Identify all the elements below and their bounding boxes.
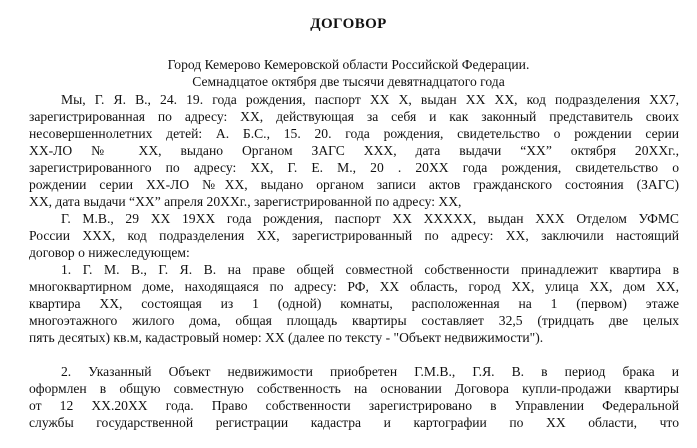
para1-line-3: несовершеннолетних детей: А. Б.С., 15. 20. года рождения, свидетельство о рождении серии: [29, 126, 679, 141]
date-line: Семнадцатое октября две тысячи девятнадцатого года: [192, 74, 505, 89]
para4-line-4: службы государственной регистрации кадастра и картографии по ХХ области, что: [29, 415, 679, 430]
para3-line-5: пять десятых) кв.м, кадастровый номер: ХХ (далее по тексту - "Объект недвижимости").: [29, 330, 544, 345]
para4-line-1: 2. Указанный Объект недвижимости приобретен Г.М.В., Г.Я. В. в период брака и: [61, 364, 679, 379]
para2-line-1: Г. М.В., 29 ХХ 19ХХ года рождения, паспорт ХХ ХХХХХ, выдан ХХХ Отделом УФМС: [61, 211, 679, 226]
para1-line-1: Мы, Г. Я. В., 24. 19. года рождения, паспорт ХХ Х, выдан ХХ ХХ, код подразделения ХХ7,: [61, 92, 679, 107]
para1-line-4: ХХ-ЛО № ХХ, выдано Органом ЗАГС ХХХ, дата выдачи “ХХ” октября 20ХХг.,: [29, 143, 679, 158]
para1-line-7: ХХ, дата выдачи “ХХ” апреля 20ХХг., зарегистрированной по адресу: ХХ,: [29, 194, 462, 209]
para4-line-2: оформлен в общую совместную собственность на основании Договора купли-продажи квартиры: [29, 381, 679, 396]
para4-line-3: от 12 ХХ.20ХХ года. Право собственности зарегистрировано в Управлении Федеральной: [29, 398, 679, 413]
para1-line-6: рождении серии ХХ-ЛО №ХХ, выдано органом записи актов гражданского состояния (ЗАГС): [29, 177, 679, 192]
para2-line-2: России ХХХ, код подразделения ХХ, зарегистрированный по адресу: ХХ, заключили настоящий: [29, 228, 679, 243]
para1-line-5: зарегистрированного по адресу: ХХ, Г. Е. М., 20 . 20ХХ года рождения, свидетельство о: [29, 160, 679, 175]
para3-line-3: квартира ХХ, состоящая из 1 (одной) комнаты, расположенная на 1 (первом) этаже: [29, 296, 679, 311]
para3-line-4: многоэтажного жилого дома, общая площадь квартиры составляет 32,5 (тридцать две целых: [29, 313, 679, 328]
city-line: Город Кемерово Кемеровской области Российской Федерации.: [167, 57, 530, 72]
para3-line-1: 1. Г. М. В., Г. Я. В. на праве общей совместной собственности принадлежит квартира в: [61, 262, 679, 277]
para1-line-2: зарегистрированная по адресу: ХХ, действующая за себя и как законный представитель своих: [29, 109, 679, 124]
para2-line-3: договор о нижеследующем:: [29, 245, 190, 260]
para3-line-2: многоквартирном доме, находящаяся по адресу: РФ, ХХ область, город ХХ, улица ХХ, дом ХХ,: [29, 279, 679, 294]
document-title: ДОГОВОР: [310, 16, 387, 32]
